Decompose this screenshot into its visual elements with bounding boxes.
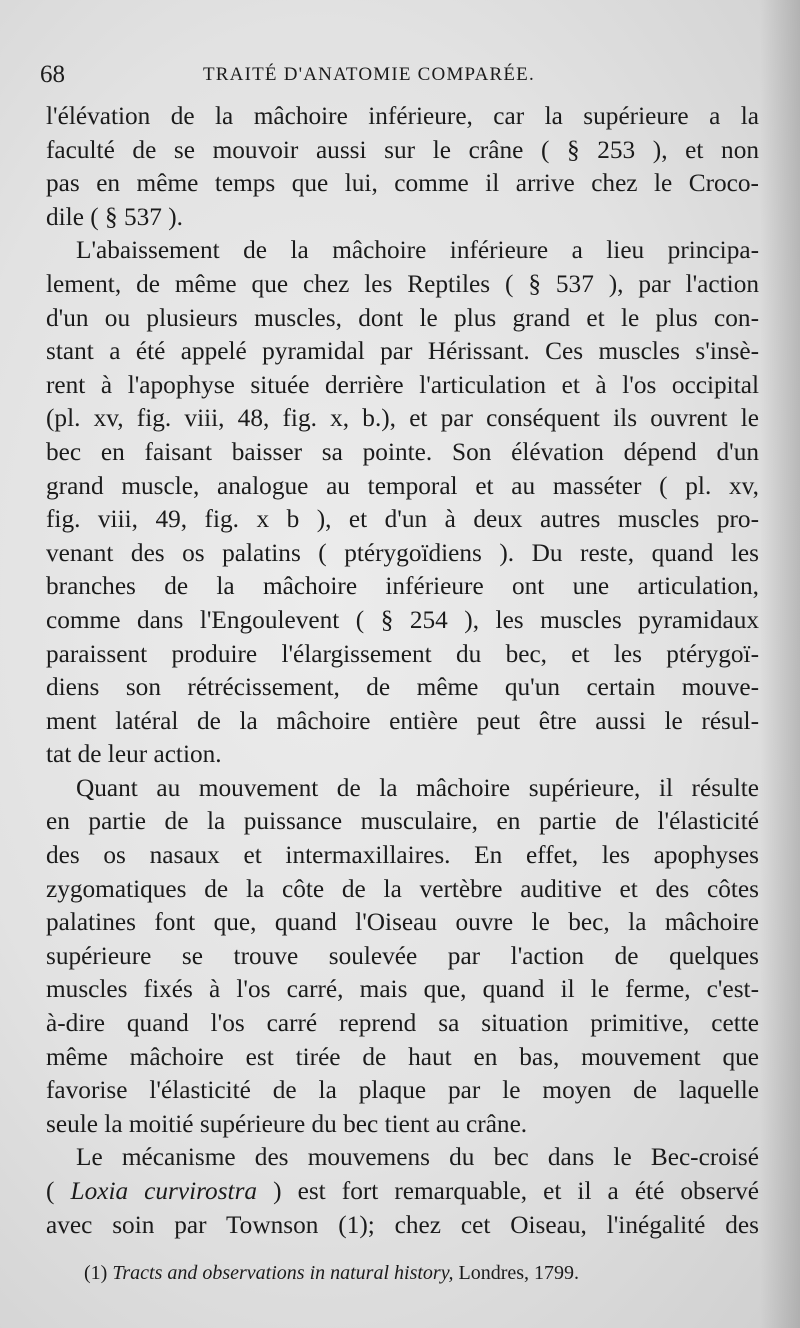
text-line: rent à l'apophyse située derrière l'articulation et à l'os occipital	[46, 370, 759, 399]
text-line: faculté de se mouvoir aussi sur le crâne ( § 253 ), et non	[46, 135, 759, 164]
text-line: dile ( § 537 ).	[46, 202, 183, 231]
text-line: fig. viii, 49, fig. x b ), et d'un à deux autres muscles pro-	[46, 505, 759, 534]
text-line-with-taxon	[46, 1175, 759, 1209]
text-line: l'élévation de la mâchoire inférieure, car la supérieure a la	[46, 102, 759, 130]
text-line: avec soin par Townson (1); chez cet Oiseau, l'inégalité des	[46, 1210, 759, 1239]
text-line: zygomatiques de la côte de la vertèbre auditive et des côtes	[46, 874, 759, 903]
taxon-name: Loxia curvirostra	[70, 1177, 258, 1205]
text-line: diens son rétrécissement, de même qu'un certain mouve-	[46, 673, 759, 702]
text-line: palatines font que, quand l'Oiseau ouvre le bec, la mâchoire	[46, 908, 759, 937]
running-title: TRAITÉ D'ANATOMIE COMPARÉE.	[203, 64, 535, 85]
text-line: en partie de la puissance musculaire, en partie de l'élasticité	[46, 807, 759, 836]
text-line: comme dans l'Engoulevent ( § 254 ), les muscles pyramidaux	[46, 605, 759, 634]
text-line: tat de leur action.	[46, 740, 222, 769]
text-line: ment latéral de la mâchoire entière peut être aussi le résul-	[46, 706, 759, 735]
text-line: paraissent produire l'élargissement du bec, et les ptérygoï-	[46, 639, 759, 668]
text-line: stant a été appelé pyramidal par Hérissant. Ces muscles s'insè-	[46, 337, 759, 366]
text-line: (pl. xv, fig. viii, 48, fig. x, b.), et par conséquent ils ouvrent le	[46, 404, 759, 433]
paragraph-4	[46, 1141, 759, 1242]
paragraph-2	[46, 234, 759, 772]
footnote	[84, 1258, 579, 1288]
footnote-title: Tracts and observations in natural history,	[112, 1262, 454, 1284]
text-line: supérieure se trouve soulevée par l'action de quelques	[46, 941, 759, 970]
open-paren: (	[46, 1177, 55, 1205]
paragraph-1	[46, 100, 759, 234]
text-line: L'abaissement de la mâchoire inférieure a lieu principa-	[76, 236, 759, 265]
text-line: bec en faisant baisser sa pointe. Son élévation dépend d'un	[46, 437, 759, 466]
text-line: des os nasaux et intermaxillaires. En effet, les apophyses	[46, 841, 759, 870]
text-fragment: ) est fort remarquable, et il a été observé	[273, 1177, 759, 1205]
page-edge-shadow	[760, 0, 800, 1328]
text-line: seule la moitié supérieure du bec tient au crâne.	[46, 1109, 528, 1138]
text-line: à-dire quand l'os carré reprend sa situation primitive, cette	[46, 1009, 759, 1038]
text-line: même mâchoire est tirée de haut en bas, mouvement que	[46, 1042, 759, 1071]
text-line: branches de la mâchoire inférieure ont une articulation,	[46, 572, 759, 601]
text-line: favorise l'élasticité de la plaque par le moyen de laquelle	[46, 1076, 759, 1105]
text-line: Le mécanisme des mouvemens du bec dans le Bec-croisé	[76, 1143, 759, 1172]
footnote-marker: (1)	[84, 1262, 108, 1284]
footnote-publication: Londres, 1799.	[458, 1262, 580, 1284]
paragraph-3	[46, 772, 759, 1142]
page-header	[40, 58, 780, 92]
body-text	[46, 100, 759, 1242]
text-line: pas en même temps que lui, comme il arrive chez le Croco-	[46, 169, 759, 198]
text-line: Quant au mouvement de la mâchoire supérieure, il résulte	[76, 773, 759, 802]
text-line: muscles fixés à l'os carré, mais que, quand il le ferme, c'est-	[46, 975, 759, 1004]
text-line: d'un ou plusieurs muscles, dont le plus grand et le plus con-	[46, 303, 759, 332]
text-line: venant des os palatins ( ptérygoïdiens ). Du reste, quand les	[46, 538, 759, 567]
text-line: lement, de même que chez les Reptiles ( § 537 ), par l'action	[46, 269, 759, 298]
page-number: 68	[40, 61, 65, 88]
text-line: grand muscle, analogue au temporal et au masséter ( pl. xv,	[46, 471, 759, 500]
